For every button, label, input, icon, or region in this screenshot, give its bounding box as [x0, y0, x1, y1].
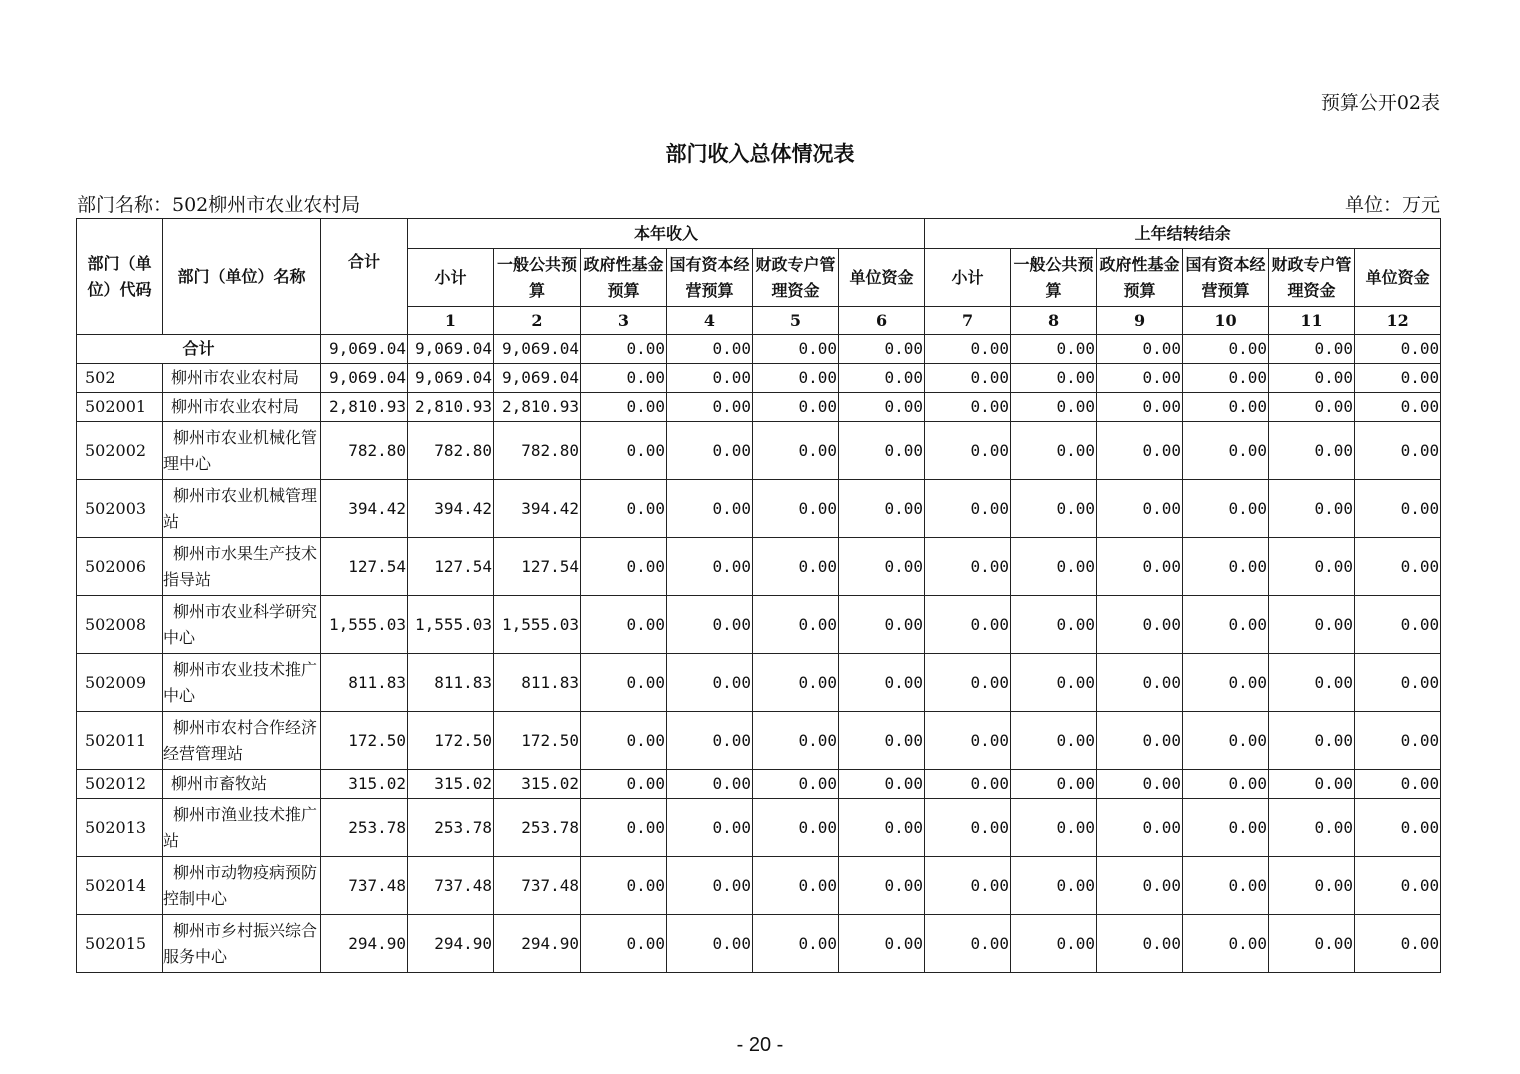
header-code: 部门（单位）代码: [77, 219, 163, 335]
row-value: 0.00: [1011, 480, 1097, 538]
row-value: 0.00: [1269, 654, 1355, 712]
total-cell: 9,069.04: [494, 335, 581, 364]
row-value: 0.00: [925, 364, 1011, 393]
row-value: 0.00: [1011, 364, 1097, 393]
row-value: 0.00: [1355, 915, 1441, 973]
income-table: [76, 218, 1441, 973]
header-group-carryover: 上年结转结余: [925, 219, 1441, 249]
row-name: 柳州市畜牧站: [163, 770, 321, 799]
row-value: 0.00: [1183, 480, 1269, 538]
row-value: 294.90: [408, 915, 494, 973]
column-number: 4: [667, 307, 753, 335]
table-row: [77, 857, 1441, 915]
row-value: 0.00: [1269, 857, 1355, 915]
row-value: 294.90: [494, 915, 581, 973]
unit-label: 单位：万元: [1344, 194, 1440, 216]
row-value: 1,555.03: [408, 596, 494, 654]
department-name: 部门名称：502柳州市农业农村局: [77, 194, 361, 216]
row-value: 811.83: [408, 654, 494, 712]
row-value: 0.00: [1355, 480, 1441, 538]
total-cell: 0.00: [753, 335, 839, 364]
header-special-account-carryover: 财政专户管理资金: [1269, 249, 1355, 307]
row-value: 172.50: [321, 712, 408, 770]
row-value: 127.54: [494, 538, 581, 596]
row-value: 0.00: [667, 915, 753, 973]
row-value: 0.00: [753, 712, 839, 770]
row-value: 172.50: [408, 712, 494, 770]
total-row: [77, 335, 1441, 364]
row-code: 502011: [77, 712, 163, 770]
row-value: 0.00: [1097, 422, 1183, 480]
row-name: 柳州市农业科学研究中心: [163, 596, 321, 654]
page-title: 部门收入总体情况表: [665, 141, 855, 166]
header-name: 部门（单位）名称: [163, 219, 321, 335]
row-value: 0.00: [839, 770, 925, 799]
row-value: 0.00: [1183, 857, 1269, 915]
row-value: 0.00: [1269, 596, 1355, 654]
row-value: 0.00: [1183, 393, 1269, 422]
row-value: 0.00: [581, 799, 667, 857]
total-cell: 0.00: [925, 335, 1011, 364]
row-value: 0.00: [1183, 596, 1269, 654]
total-cell: 9,069.04: [408, 335, 494, 364]
row-value: 0.00: [1097, 799, 1183, 857]
row-value: 0.00: [1269, 770, 1355, 799]
row-value: 0.00: [1011, 712, 1097, 770]
row-value: 294.90: [321, 915, 408, 973]
row-value: 0.00: [1269, 364, 1355, 393]
row-value: 2,810.93: [494, 393, 581, 422]
row-value: 0.00: [1097, 393, 1183, 422]
row-code: 502002: [77, 422, 163, 480]
row-code: 502003: [77, 480, 163, 538]
row-value: 0.00: [581, 596, 667, 654]
row-value: 0.00: [1355, 770, 1441, 799]
row-value: 0.00: [753, 799, 839, 857]
row-value: 0.00: [581, 654, 667, 712]
row-value: 0.00: [839, 596, 925, 654]
row-value: 0.00: [1183, 364, 1269, 393]
row-value: 0.00: [1355, 538, 1441, 596]
total-cell: 0.00: [1355, 335, 1441, 364]
row-value: 253.78: [494, 799, 581, 857]
row-value: 0.00: [1355, 654, 1441, 712]
row-name: 柳州市农业技术推广中心: [163, 654, 321, 712]
total-row-label: 合计: [77, 335, 321, 364]
row-value: 1,555.03: [321, 596, 408, 654]
table-row: [77, 422, 1441, 480]
page-number: - 20 -: [736, 1034, 784, 1056]
header-state-capital: 国有资本经营预算: [667, 249, 753, 307]
row-value: 0.00: [1097, 654, 1183, 712]
row-value: 0.00: [1269, 480, 1355, 538]
header-subtotal-carryover: 小计: [925, 249, 1011, 307]
row-value: 782.80: [321, 422, 408, 480]
table-row: [77, 799, 1441, 857]
column-number: 12: [1355, 307, 1441, 335]
total-cell: 0.00: [1269, 335, 1355, 364]
row-value: 0.00: [753, 915, 839, 973]
row-value: 0.00: [839, 538, 925, 596]
header-unit-funds: 单位资金: [839, 249, 925, 307]
row-value: 394.42: [321, 480, 408, 538]
row-value: 394.42: [408, 480, 494, 538]
row-value: 0.00: [1097, 364, 1183, 393]
row-value: 0.00: [753, 596, 839, 654]
row-value: 394.42: [494, 480, 581, 538]
row-value: 0.00: [753, 857, 839, 915]
row-value: 0.00: [925, 480, 1011, 538]
row-value: 0.00: [667, 364, 753, 393]
column-number: 8: [1011, 307, 1097, 335]
header-gov-fund: 政府性基金预算: [581, 249, 667, 307]
row-value: 0.00: [581, 422, 667, 480]
row-value: 0.00: [1011, 654, 1097, 712]
row-value: 0.00: [1183, 712, 1269, 770]
row-value: 0.00: [1011, 538, 1097, 596]
row-value: 0.00: [753, 393, 839, 422]
row-value: 0.00: [667, 393, 753, 422]
row-value: 0.00: [839, 654, 925, 712]
row-value: 0.00: [667, 770, 753, 799]
column-number: 6: [839, 307, 925, 335]
row-value: 0.00: [1269, 915, 1355, 973]
row-value: 0.00: [1269, 712, 1355, 770]
table-row: [77, 538, 1441, 596]
row-value: 0.00: [753, 364, 839, 393]
row-value: 0.00: [1269, 422, 1355, 480]
row-value: 737.48: [494, 857, 581, 915]
column-number: 11: [1269, 307, 1355, 335]
row-value: 253.78: [408, 799, 494, 857]
row-name: 柳州市农业机械化管理中心: [163, 422, 321, 480]
row-value: 0.00: [667, 857, 753, 915]
column-number: 5: [753, 307, 839, 335]
row-value: 0.00: [839, 712, 925, 770]
row-value: 127.54: [321, 538, 408, 596]
row-value: 0.00: [1097, 538, 1183, 596]
row-value: 811.83: [321, 654, 408, 712]
table-row: [77, 770, 1441, 799]
row-value: 0.00: [1011, 422, 1097, 480]
row-value: 0.00: [1097, 857, 1183, 915]
row-value: 0.00: [925, 770, 1011, 799]
row-value: 172.50: [494, 712, 581, 770]
row-value: 127.54: [408, 538, 494, 596]
table-row: [77, 393, 1441, 422]
row-value: 0.00: [581, 538, 667, 596]
row-code: 502: [77, 364, 163, 393]
row-value: 0.00: [1355, 393, 1441, 422]
row-value: 0.00: [925, 857, 1011, 915]
row-value: 737.48: [408, 857, 494, 915]
total-cell: 9,069.04: [321, 335, 408, 364]
column-number: 7: [925, 307, 1011, 335]
row-value: 0.00: [581, 364, 667, 393]
row-value: 0.00: [1011, 857, 1097, 915]
row-value: 0.00: [667, 596, 753, 654]
row-value: 0.00: [1355, 364, 1441, 393]
row-value: 0.00: [1183, 422, 1269, 480]
row-value: 0.00: [1355, 422, 1441, 480]
row-value: 0.00: [667, 480, 753, 538]
row-value: 782.80: [494, 422, 581, 480]
header-total: 合计: [321, 219, 408, 335]
header-subtotal: 小计: [408, 249, 494, 307]
row-value: 0.00: [1097, 480, 1183, 538]
row-value: 0.00: [753, 538, 839, 596]
row-code: 502006: [77, 538, 163, 596]
row-name: 柳州市农业农村局: [163, 364, 321, 393]
row-value: 0.00: [581, 915, 667, 973]
table-row: [77, 596, 1441, 654]
row-value: 0.00: [753, 422, 839, 480]
row-value: 0.00: [1097, 770, 1183, 799]
row-value: 0.00: [925, 915, 1011, 973]
row-value: 0.00: [581, 712, 667, 770]
row-code: 502012: [77, 770, 163, 799]
row-name: 柳州市动物疫病预防控制中心: [163, 857, 321, 915]
total-cell: 0.00: [581, 335, 667, 364]
row-value: 0.00: [667, 538, 753, 596]
row-value: 0.00: [1355, 596, 1441, 654]
row-value: 0.00: [839, 422, 925, 480]
column-number: 10: [1183, 307, 1269, 335]
row-value: 0.00: [1355, 799, 1441, 857]
row-value: 2,810.93: [408, 393, 494, 422]
row-value: 0.00: [581, 480, 667, 538]
row-value: 0.00: [1269, 799, 1355, 857]
table-row: [77, 712, 1441, 770]
row-value: 811.83: [494, 654, 581, 712]
row-value: 0.00: [839, 857, 925, 915]
row-value: 0.00: [1269, 538, 1355, 596]
row-value: 0.00: [1097, 596, 1183, 654]
row-value: 315.02: [494, 770, 581, 799]
row-value: 0.00: [839, 364, 925, 393]
row-value: 0.00: [667, 799, 753, 857]
row-value: 9,069.04: [494, 364, 581, 393]
row-code: 502009: [77, 654, 163, 712]
row-value: 0.00: [753, 654, 839, 712]
row-name: 柳州市乡村振兴综合服务中心: [163, 915, 321, 973]
row-value: 0.00: [839, 393, 925, 422]
row-value: 782.80: [408, 422, 494, 480]
row-value: 0.00: [1011, 915, 1097, 973]
row-value: 2,810.93: [321, 393, 408, 422]
row-name: 柳州市水果生产技术指导站: [163, 538, 321, 596]
row-value: 0.00: [839, 799, 925, 857]
row-value: 0.00: [1183, 770, 1269, 799]
row-value: 9,069.04: [408, 364, 494, 393]
row-value: 0.00: [753, 770, 839, 799]
row-value: 0.00: [1097, 712, 1183, 770]
total-cell: 0.00: [1183, 335, 1269, 364]
row-value: 737.48: [321, 857, 408, 915]
row-value: 0.00: [925, 393, 1011, 422]
total-cell: 0.00: [839, 335, 925, 364]
row-code: 502008: [77, 596, 163, 654]
header-special-account: 财政专户管理资金: [753, 249, 839, 307]
row-value: 9,069.04: [321, 364, 408, 393]
row-value: 0.00: [839, 915, 925, 973]
row-code: 502014: [77, 857, 163, 915]
row-value: 0.00: [925, 422, 1011, 480]
row-value: 0.00: [925, 799, 1011, 857]
row-value: 1,555.03: [494, 596, 581, 654]
row-value: 0.00: [1097, 915, 1183, 973]
row-value: 0.00: [581, 857, 667, 915]
row-value: 0.00: [667, 654, 753, 712]
table-row: [77, 654, 1441, 712]
column-number: 2: [494, 307, 581, 335]
header-group-current: 本年收入: [408, 219, 925, 249]
row-value: 0.00: [925, 712, 1011, 770]
row-code: 502015: [77, 915, 163, 973]
header-gov-fund-carryover: 政府性基金预算: [1097, 249, 1183, 307]
table-row: [77, 364, 1441, 393]
header-general-budget: 一般公共预算: [494, 249, 581, 307]
row-value: 0.00: [1355, 857, 1441, 915]
header-general-budget-carryover: 一般公共预算: [1011, 249, 1097, 307]
row-name: 柳州市农村合作经济经营管理站: [163, 712, 321, 770]
table-row: [77, 480, 1441, 538]
row-value: 0.00: [667, 712, 753, 770]
column-number: 9: [1097, 307, 1183, 335]
row-code: 502013: [77, 799, 163, 857]
row-value: 0.00: [1183, 799, 1269, 857]
row-value: 0.00: [925, 596, 1011, 654]
row-value: 0.00: [667, 422, 753, 480]
total-cell: 0.00: [667, 335, 753, 364]
row-name: 柳州市农业农村局: [163, 393, 321, 422]
row-name: 柳州市渔业技术推广站: [163, 799, 321, 857]
row-value: 0.00: [1183, 654, 1269, 712]
row-code: 502001: [77, 393, 163, 422]
table-body: [77, 335, 1441, 973]
column-number: 1: [408, 307, 494, 335]
row-value: 0.00: [753, 480, 839, 538]
total-cell: 0.00: [1097, 335, 1183, 364]
row-name: 柳州市农业机械管理站: [163, 480, 321, 538]
row-value: 0.00: [925, 654, 1011, 712]
row-value: 0.00: [1183, 538, 1269, 596]
row-value: 0.00: [1183, 915, 1269, 973]
row-value: 0.00: [1011, 393, 1097, 422]
row-value: 315.02: [408, 770, 494, 799]
row-value: 0.00: [1269, 393, 1355, 422]
row-value: 0.00: [1011, 770, 1097, 799]
row-value: 0.00: [581, 770, 667, 799]
header-unit-funds-carryover: 单位资金: [1355, 249, 1441, 307]
row-value: 0.00: [925, 538, 1011, 596]
row-value: 315.02: [321, 770, 408, 799]
header-state-capital-carryover: 国有资本经营预算: [1183, 249, 1269, 307]
total-cell: 0.00: [1011, 335, 1097, 364]
row-value: 0.00: [1011, 799, 1097, 857]
row-value: 253.78: [321, 799, 408, 857]
column-number: 3: [581, 307, 667, 335]
row-value: 0.00: [1355, 712, 1441, 770]
table-row: [77, 915, 1441, 973]
row-value: 0.00: [839, 480, 925, 538]
row-value: 0.00: [581, 393, 667, 422]
row-value: 0.00: [1011, 596, 1097, 654]
form-number: 预算公开02表: [1320, 92, 1440, 114]
